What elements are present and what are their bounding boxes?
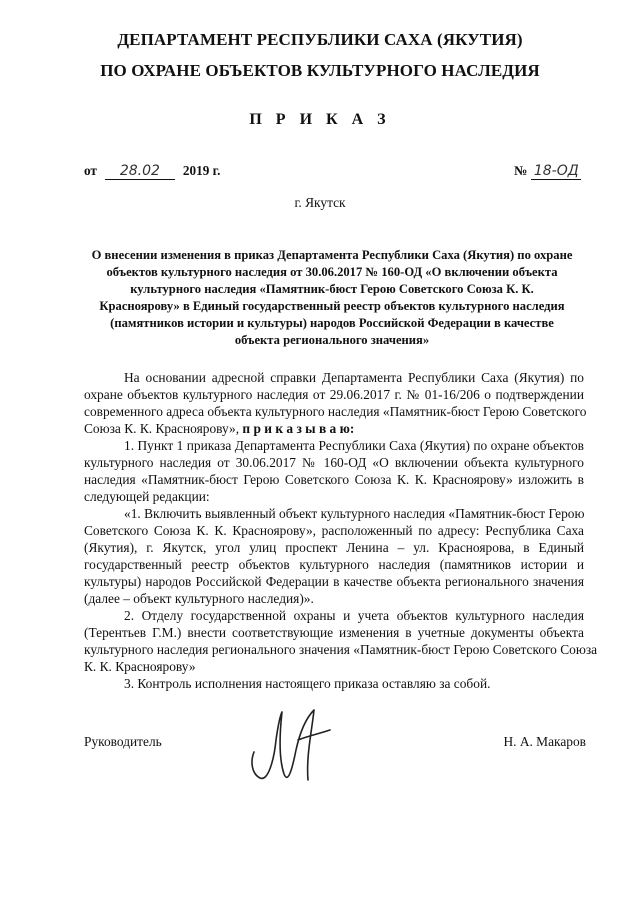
body-line: наследия «Памятник-бюст Герою Советского Союза К. К. Красноярову» изложить в bbox=[84, 472, 584, 487]
body-line: охране объектов культурного наследия от 29.06.2017 г. № 01-16/206 о подтверждении bbox=[84, 387, 584, 402]
signatory-name: Н. А. Макаров bbox=[503, 734, 586, 749]
body-line: 2. Отделу государственной охраны и учета объектов культурного наследия bbox=[124, 608, 584, 623]
subject-line: объектов культурного наследия от 30.06.2017 № 160-ОД «О включении объекта bbox=[106, 265, 558, 279]
body-line: На основании адресной справки Департамента Республики Саха (Якутия) по bbox=[124, 370, 584, 385]
department-title-line2: ПО ОХРАНЕ ОБЪЕКТОВ КУЛЬТУРНОГО НАСЛЕДИЯ bbox=[100, 61, 540, 80]
body-line: Советского Союза К. К. Красноярову», расположенный по адресу: Республика Саха bbox=[84, 523, 584, 538]
body-line: 1. Пункт 1 приказа Департамента Республики Саха (Якутия) по охране объектов bbox=[124, 438, 584, 453]
body-line: «1. Включить выявленный объект культурного наследия «Памятник-бюст Герою bbox=[124, 506, 585, 521]
body-line: 3. Контроль исполнения настоящего приказа оставляю за собой. bbox=[124, 676, 491, 691]
body-line: следующей редакции: bbox=[84, 489, 210, 504]
subject-line: (памятников истории и культуры) народов Российской Федерации в качестве bbox=[110, 316, 554, 330]
number-handwritten: 18-ОД bbox=[531, 163, 581, 180]
date-prefix: от bbox=[84, 163, 97, 178]
date-suffix: 2019 г. bbox=[182, 163, 221, 178]
order-number bbox=[514, 162, 581, 180]
body-line: государственный реестр объектов культурного наследия (памятников истории и bbox=[84, 557, 584, 572]
subject-line: О внесении изменения в приказ Департамента Республики Саха (Якутия) по охране bbox=[91, 248, 573, 262]
handwritten-signature bbox=[240, 700, 350, 790]
body-line: (Якутия), г. Якутск, угол улиц проспект Ленина – ул. Красноярова, в Единый bbox=[84, 540, 584, 555]
body-line: (далее – объект культурного наследия)». bbox=[84, 591, 314, 606]
signatory-position: Руководитель bbox=[84, 734, 162, 749]
body-text: Союза К. К. Красноярову», bbox=[84, 421, 243, 436]
body-line: культурного наследия от 30.06.2017 № 160-ОД «О включении объекта культурного bbox=[84, 455, 584, 470]
subject-line: культурного наследия «Памятник-бюст Герою Советского Союза К. К. bbox=[130, 282, 534, 296]
date-handwritten: 28.02 bbox=[105, 163, 175, 180]
decree-word: п р и к а з ы в а ю: bbox=[242, 421, 355, 436]
document-type: П Р И К А З bbox=[249, 111, 391, 128]
body-line: К. К. Красноярову» bbox=[84, 659, 196, 674]
body-line: культуры) народов Российской Федерации в качестве объекта регионального значения bbox=[84, 574, 584, 589]
body-line: культурного наследия регионального значения «Памятник-бюст Герою Советского Союза bbox=[84, 642, 598, 657]
subject-line: объекта регионального значения» bbox=[234, 333, 430, 347]
city: г. Якутск bbox=[294, 195, 346, 210]
order-subject bbox=[80, 247, 584, 349]
body-line bbox=[84, 420, 584, 437]
body-line: современного адреса объекта культурного наследия «Памятник-бюст Герою Советского bbox=[84, 404, 587, 419]
number-prefix: № bbox=[514, 163, 528, 178]
department-title-line1: ДЕПАРТАМЕНТ РЕСПУБЛИКИ САХА (ЯКУТИЯ) bbox=[117, 30, 523, 49]
order-date bbox=[84, 162, 220, 180]
body-line: (Терентьев Г.М.) внести соответствующие изменения в учетные документы объекта bbox=[84, 625, 584, 640]
subject-line: Красноярову» в Единый государственный реестр объектов культурного наследия bbox=[99, 299, 565, 313]
